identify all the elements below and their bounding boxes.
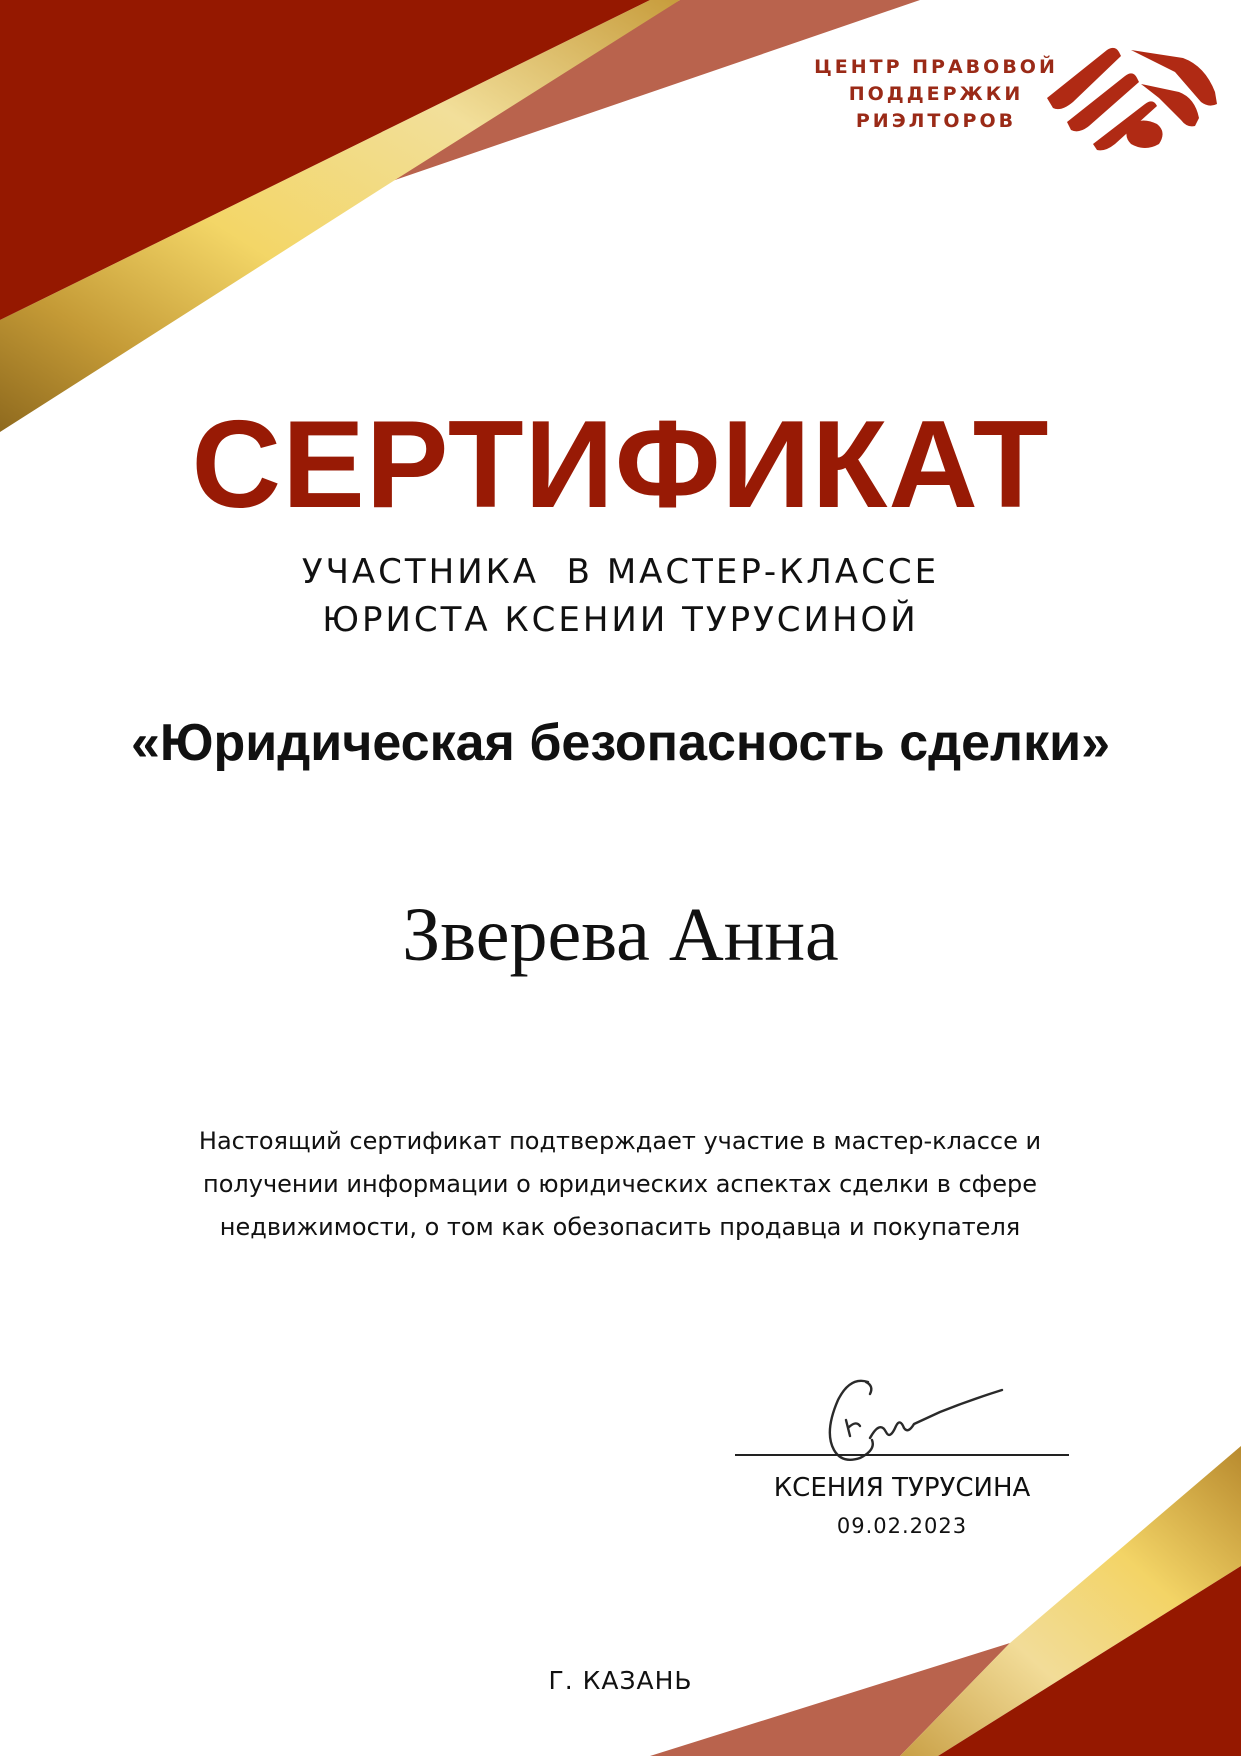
subtitle-line: ЮРИСТА КСЕНИИ ТУРУСИНОЙ (322, 600, 919, 640)
certificate-subtitle (0, 548, 1241, 644)
organization-logo-icon (1045, 40, 1225, 160)
top-red-corner (0, 0, 650, 320)
signature-line (735, 1454, 1069, 1456)
issue-date: 09.02.2023 (836, 1514, 968, 1538)
course-name: «Юридическая безопасность сделки» (130, 714, 1110, 772)
signer-name: КСЕНИЯ ТУРУСИНА (773, 1473, 1031, 1503)
city-name: Г. КАЗАНЬ (548, 1666, 693, 1695)
subtitle-line: УЧАСТНИКА В МАСТЕР-КЛАССЕ (301, 552, 940, 592)
organization-name-line: РИЭЛТОРОВ (855, 110, 1017, 132)
recipient-name: Зверева Анна (402, 893, 839, 977)
certificate-description: Настоящий сертификат подтверждает участие в мастер-классе и получении информации о юридических аспектах сделки в сфере недвижимости, о том как обезопасить продавца и покупателя (198, 1127, 1042, 1241)
organization-name-line: ПОДДЕРЖКИ (848, 83, 1024, 105)
certificate-title: СЕРТИФИКАТ (191, 396, 1050, 534)
organization-name-line: ЦЕНТР ПРАВОВОЙ (814, 56, 1058, 78)
organization-name (800, 54, 1072, 135)
